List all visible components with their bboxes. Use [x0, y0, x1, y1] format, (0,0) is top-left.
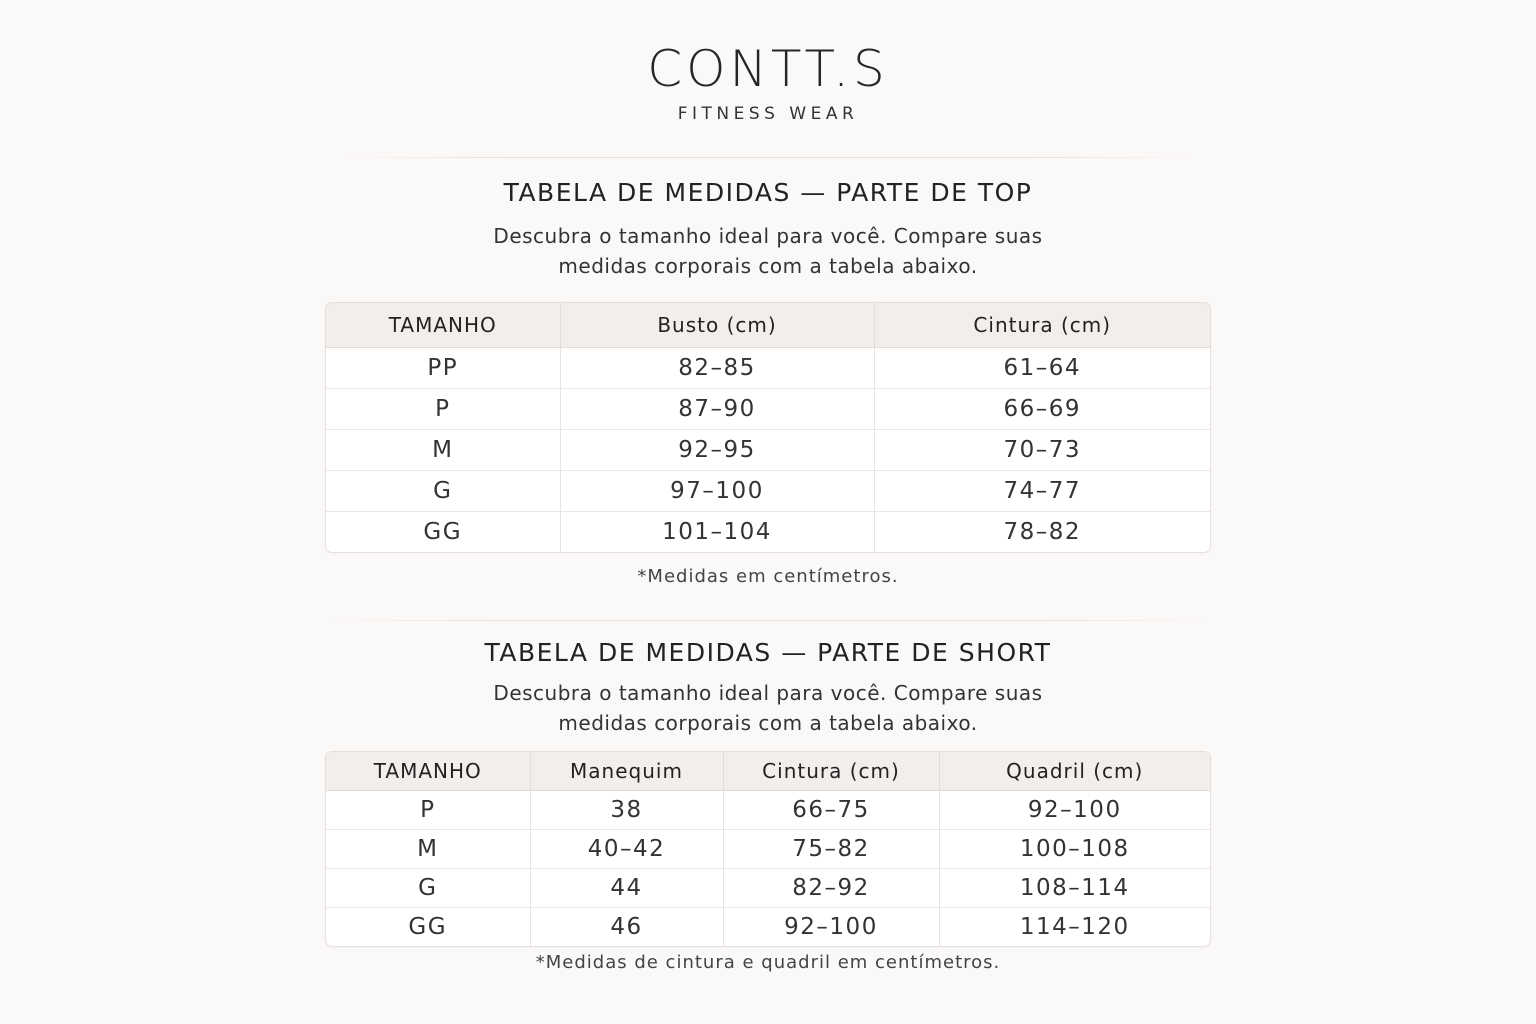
- size-cell: G: [326, 869, 530, 908]
- short-description-line-1: Descubra o tamanho ideal para você. Compare suas: [493, 681, 1043, 705]
- short-description-line-2: medidas corporais com a tabela abaixo.: [558, 711, 978, 735]
- top-description-line-1: Descubra o tamanho ideal para você. Compare suas: [493, 224, 1043, 248]
- size-cell: G: [326, 471, 560, 512]
- short-table-note: *Medidas de cintura e quadril em centímetros.: [535, 952, 1001, 973]
- size-cell: GG: [326, 908, 530, 947]
- col-header-cintura: Cintura (cm): [874, 303, 1210, 348]
- section-divider: [325, 620, 1209, 621]
- brand-subtitle: FITNESS WEAR: [677, 104, 859, 124]
- size-cell: P: [326, 791, 530, 830]
- short-section-description: [368, 678, 1168, 738]
- table-row: [326, 869, 1210, 908]
- top-section-title: TABELA DE MEDIDAS — PARTE DE TOP: [503, 178, 1033, 207]
- manequim-cell: 38: [530, 791, 723, 830]
- top-description-line-2: medidas corporais com a tabela abaixo.: [558, 254, 978, 278]
- size-cell: PP: [326, 348, 560, 389]
- col-header-tamanho: TAMANHO: [326, 303, 560, 348]
- table-row: [326, 471, 1210, 512]
- busto-cell: 82–85: [560, 348, 874, 389]
- table-row: [326, 908, 1210, 947]
- col-header-manequim: Manequim: [530, 752, 723, 791]
- cintura-cell: 74–77: [874, 471, 1210, 512]
- busto-cell: 87–90: [560, 389, 874, 430]
- table-row: [326, 389, 1210, 430]
- quadril-cell: 114–120: [1019, 914, 1130, 940]
- busto-cell: 101–104: [560, 512, 874, 553]
- header-divider: [340, 157, 1196, 158]
- top-section-description: [368, 221, 1168, 281]
- cintura-cell: 70–73: [874, 430, 1210, 471]
- brand-header: [0, 40, 1536, 124]
- top-size-table: [325, 302, 1211, 553]
- size-cell: GG: [326, 512, 560, 553]
- table-row: [326, 830, 1210, 869]
- cintura-cell: 92–100: [723, 908, 939, 947]
- table-row: [326, 348, 1210, 389]
- col-header-quadril: Quadril (cm): [939, 752, 1210, 791]
- table-header-row: [326, 752, 1210, 791]
- table-row: [326, 430, 1210, 471]
- top-table-note: *Medidas em centímetros.: [637, 566, 899, 587]
- col-header-busto: Busto (cm): [560, 303, 874, 348]
- busto-cell: 92–95: [560, 430, 874, 471]
- cintura-cell: 82–92: [723, 869, 939, 908]
- col-header-tamanho: TAMANHO: [326, 752, 530, 791]
- table-row: [326, 791, 1210, 830]
- manequim-cell: 40–42: [530, 830, 723, 869]
- quadril-cell: 108–114: [939, 869, 1210, 908]
- busto-cell: 97–100: [560, 471, 874, 512]
- short-size-table: [325, 751, 1211, 947]
- col-header-cintura: Cintura (cm): [723, 752, 939, 791]
- quadril-cell: 92–100: [939, 791, 1210, 830]
- manequim-cell: 46: [530, 908, 723, 947]
- cintura-cell: 66–75: [723, 791, 939, 830]
- manequim-cell: 44: [530, 869, 723, 908]
- quadril-cell: 100–108: [939, 830, 1210, 869]
- size-cell: P: [326, 389, 560, 430]
- table-row: [326, 512, 1210, 553]
- cintura-cell: 75–82: [723, 830, 939, 869]
- size-cell: M: [326, 430, 560, 471]
- cintura-cell: 66–69: [874, 389, 1210, 430]
- brand-logo-name: CONTT.S: [647, 40, 889, 98]
- table-header-row: [326, 303, 1210, 348]
- cintura-cell: 78–82: [1003, 519, 1082, 545]
- size-cell: M: [326, 830, 530, 869]
- short-section-title: TABELA DE MEDIDAS — PARTE DE SHORT: [484, 638, 1052, 667]
- cintura-cell: 61–64: [874, 348, 1210, 389]
